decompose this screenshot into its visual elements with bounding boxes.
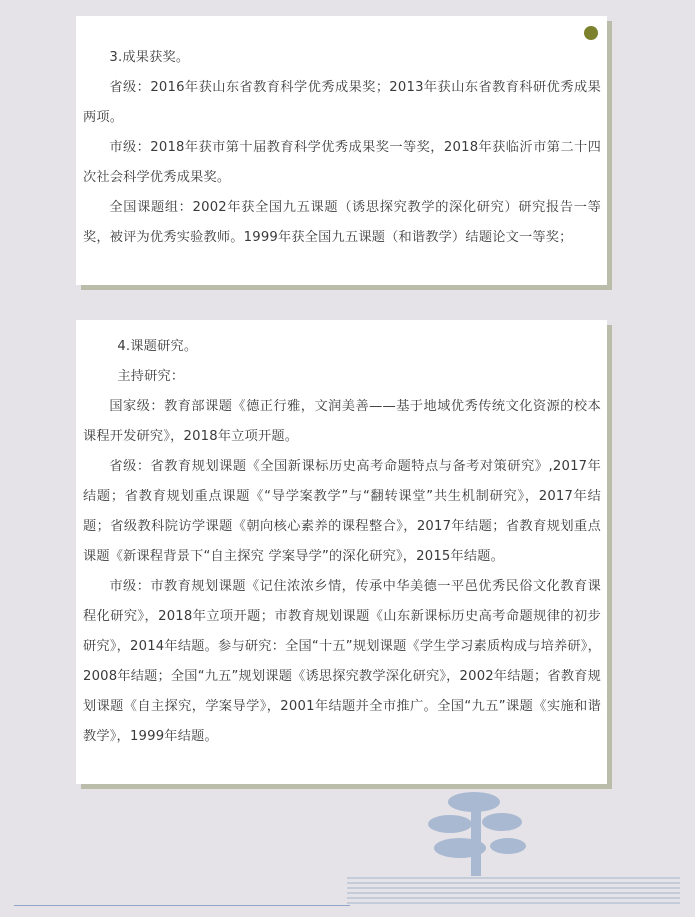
awards-heading: 3.成果获奖。 (109, 50, 190, 65)
research-card (76, 320, 607, 784)
awards-content (83, 43, 601, 253)
research-national: 国家级：教育部课题《德正行雅，文润美善——基于地域优秀传统文化资源的校本课程开发研究》，2018年立项开题。 (83, 399, 601, 444)
tree-icon (420, 790, 530, 876)
research-heading: 4.课题研究。 (117, 339, 198, 354)
awards-provincial: 省级：2016年获山东省教育科学优秀成果奖；2013年获山东省教育科研优秀成果两项。 (83, 80, 601, 125)
research-subheading: 主持研究： (117, 369, 185, 384)
awards-card (76, 16, 607, 285)
awards-city: 市级：2018年获市第十届教育科学优秀成果奖一等奖，2018年获临沂市第二十四次社会科学优秀成果奖。 (83, 140, 601, 185)
research-city: 市级：市教育规划课题《记住浓浓乡情，传承中华美德一平邑优秀民俗文化教育课程化研究》，2018年立项开题；市教育规划课题《山东新课标历史高考命题规律的初步研究》，2014年结题。参与研究：全国“十五”规划课题《学生学习素质构成与培养研》，2008年结题；全国“九五”规划课题《诱思探究教学深化研究》，2002年结题；省教育规划课题《自主探究，学案导学》，2001年结题并全市推广。全国“九五”课题《实施和谐教学》，1999年结题。 (83, 579, 601, 744)
accent-dot-icon (584, 26, 598, 40)
decorative-stripes (347, 877, 680, 907)
research-content (83, 332, 601, 752)
research-provincial: 省级：省教育规划课题《全国新课标历史高考命题特点与备考对策研究》,2017年结题；省教育规划重点课题《“导学案教学”与“翻转课堂”共生机制研究》，2017年结题；省级教科院访学课题《朝向核心素养的课程整合》，2017年结题；省教育规划重点课题《新课程背景下“自主探究 学案导学”的深化研究》，2015年结题。 (83, 459, 601, 564)
footer-divider (14, 905, 350, 906)
awards-national: 全国课题组：2002年获全国九五课题（诱思探究教学的深化研究）研究报告一等奖，被评为优秀实验教师。1999年获全国九五课题（和谐教学）结题论文一等奖； (83, 200, 601, 245)
